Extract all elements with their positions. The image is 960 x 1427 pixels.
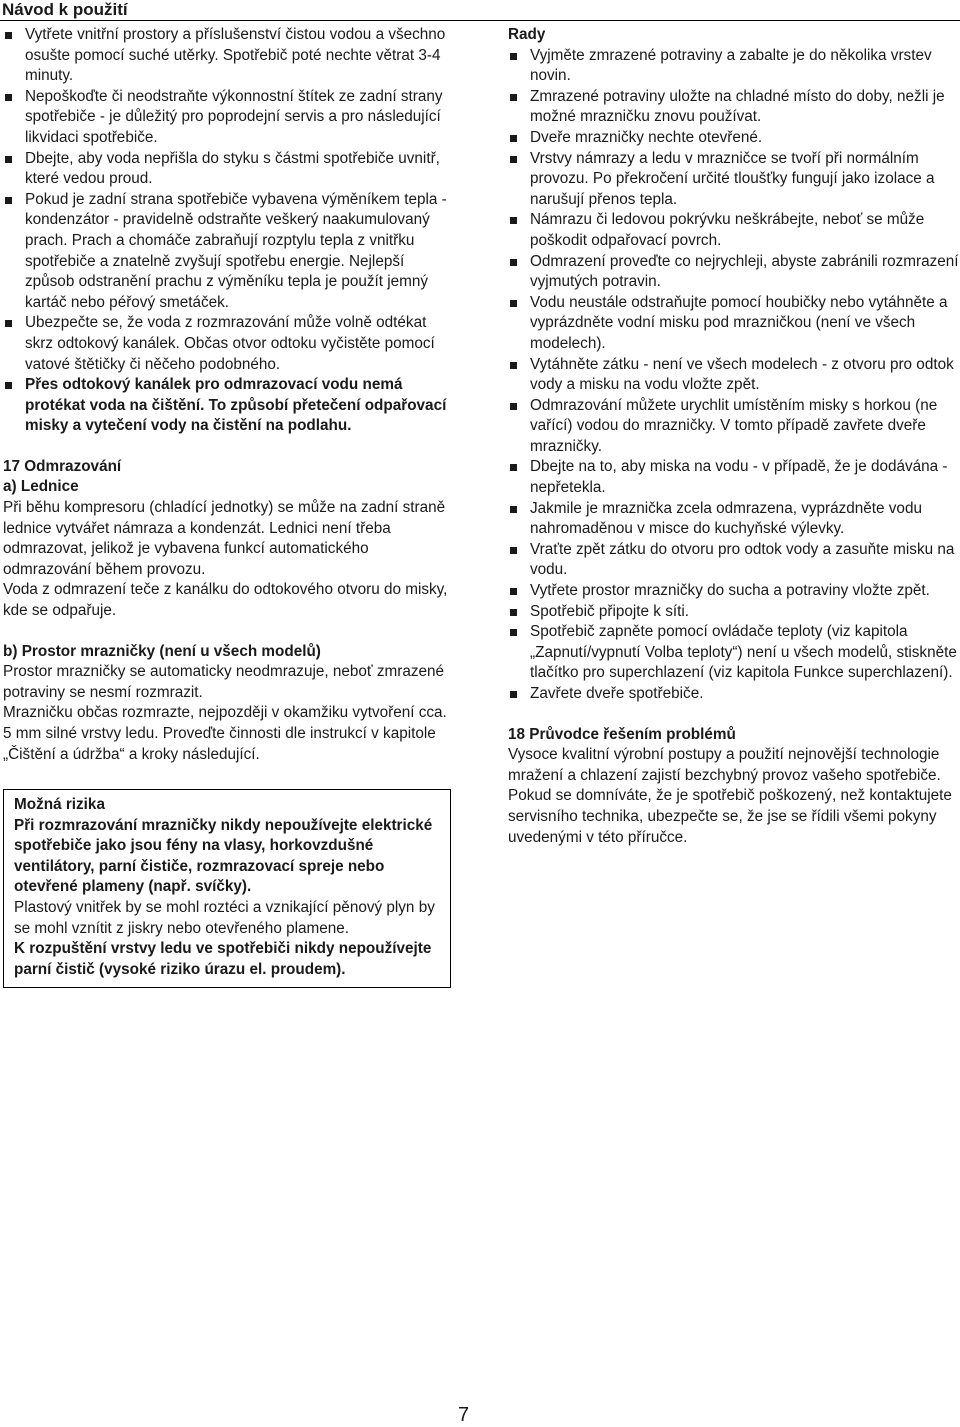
list-item: Námrazu či ledovou pokrývku neškrábejte, neboť se může poškodit odpařovací povrch. [508,210,960,251]
list-item: Vyjměte zmrazené potraviny a zabalte je do několika vrstev novin. [508,46,960,87]
list-item: Vraťte zpět zátku do otvoru pro odtok vody a zasuňte misku na vodu. [508,540,960,581]
list-item: Spotřebič zapněte pomocí ovládače teploty (viz kapitola „Zapnutí/vypnutí Volba teploty“) není u všech modelů, stiskněte tlačítko pro superchlazení (viz kapitola Funkce superchlazení). [508,622,960,684]
section-18-heading: 18 Průvodce řešením problémů [508,725,736,743]
list-item: Odmrazení proveďte co nejrychleji, abyste zabránili rozmrazení vyjmutých potravin. [508,252,960,293]
warning-box [3,789,451,988]
list-item: Nepoškoďte či neodstraňte výkonnostní štítek ze zadní strany spotřebiče - je důležitý pro poprodejní servis a pro následující likvidaci spotřebiče. [3,87,455,149]
page-title: Návod k použití [2,0,128,19]
list-item: Spotřebič připojte k síti. [508,602,960,623]
list-item: Přes odtokový kanálek pro odmrazovací vodu nemá protékat voda na čištění. To způsobí přetečení odpařovací misky a vytečení vody na čistění na podlahu. [3,375,455,437]
list-item: Jakmile je mraznička zcela odmrazena, vyprázdněte vodu nahromaděnou v misce do kuchyňské výlevky. [508,499,960,540]
left-column [3,25,455,765]
list-item: Dbejte, aby voda nepřišla do styku s částmi spotřebiče uvnitř, které vedou proud. [3,149,455,190]
page-header [0,0,960,21]
paragraph: Mrazničku občas rozmrazte, nejpozději v okamžiku vytvoření cca. 5 mm silné vrstvy ledu. Proveďte činnosti dle instrukcí v kapitole „Čištění a údržba“ a kroky následující. [3,704,447,763]
tips-list [508,46,960,705]
paragraph: Prostor mrazničky se automaticky neodmrazuje, neboť zmrazené potraviny se nesmí rozmrazit. [3,663,445,701]
list-item: Zmrazené potraviny uložte na chladné místo do doby, nežli je možné mrazničku znovu používat. [508,87,960,128]
warning-text: K rozpuštění vrstvy ledu ve spotřebiči nikdy nepoužívejte parní čistič (vysoké riziko úrazu el. proudem). [14,940,432,978]
list-item: Odmrazování můžete urychlit umístěním misky s horkou (ne vařící) vodou do mrazničky. V tomto případě zavřete dveře mrazničky. [508,396,960,458]
list-item: Vytřete prostor mrazničky do sucha a potraviny vložte zpět. [508,581,960,602]
list-item: Pokud je zadní strana spotřebiče vybavena výměníkem tepla - kondenzátor - pravidelně odstraňte veškerý naakumulovaný prach. Prach a chomáče zabraňují rozptylu tepla z vnitřku spotřebiče a znatelně zvyšují spotřebu energie. Nejlepší způsob odstranění prachu z výměníku tepla je použít jemný kartáč nebo péřový smetáček. [3,190,455,314]
list-item: Ubezpečte se, že voda z rozmrazování může volně odtékat skrz odtokový kanálek. Občas otvor odtoku vyčistěte pomocí vatové štětičky či něčeho podobného. [3,313,455,375]
warning-text: Při rozmrazování mrazničky nikdy nepoužívejte elektrické spotřebiče jako jsou fény na vlasy, horkovzdušné ventilátory, parní čističe, rozmrazovací spreje nebo otevřené plameny (např. svíčky). [14,816,433,896]
list-item: Vytáhněte zátku - není ve všech modelech - z otvoru pro odtok vody a misku na vodu vložte zpět. [508,355,960,396]
paragraph: Voda z odmrazení teče z kanálku do odtokového otvoru do misky, kde se odpařuje. [3,581,448,620]
section-17-heading: 17 Odmrazování [3,457,122,475]
list-item: Dbejte na to, aby miska na vodu - v případě, že je dodávána - nepřetekla. [508,457,960,498]
cleaning-instructions-list [3,25,455,437]
list-item: Zavřete dveře spotřebiče. [508,684,960,705]
page-number: 7 [458,1404,470,1426]
warning-text: Plastový vnitřek by se mohl roztéci a vznikající pěnový plyn by se mohl vznítit z jiskry nebo otevřeného plamene. [14,898,435,937]
list-item: Vodu neustále odstraňujte pomocí houbičky nebo vytáhněte a vyprázdněte vodní misku pod mrazničkou (není ve všech modelech). [508,293,960,355]
paragraph: Při běhu kompresoru (chladící jednotky) se může na zadní straně lednice vytvářet námraza a kondenzát. Lednici není třeba odmrazovat, jelikož je vybavena funkcí automatického odmrazování během provozu. [3,499,446,578]
section-17a-heading: a) Lednice [3,478,79,496]
paragraph: Vysoce kvalitní výrobní postupy a použití nejnovější technologie mražení a chlazení zajistí bezchybný provoz vašeho spotřebiče. Pokud se domníváte, že je spotřebič poškozený, než kontaktujete servisního technika, ubezpečte se, že jse se řídili všemi pokyny uvedenými v této příručce. [508,746,952,846]
tips-heading: Rady [508,26,546,43]
list-item: Vrstvy námrazy a ledu v mrazničce se tvoří při normálním provozu. Po překročení určité tloušťky fungují jako izolace a narušují přenos tepla. [508,149,960,211]
list-item: Dveře mrazničky nechte otevřené. [508,128,960,149]
right-column [508,25,960,848]
warning-title: Možná rizika [14,796,105,813]
list-item: Vytřete vnitřní prostory a příslušenství čistou vodou a všechno osušte pomocí suché utěrky. Spotřebič poté nechte větrat 3-4 minuty. [3,25,455,87]
section-17b-heading: b) Prostor mrazničky (není u všech modelů) [3,642,321,660]
